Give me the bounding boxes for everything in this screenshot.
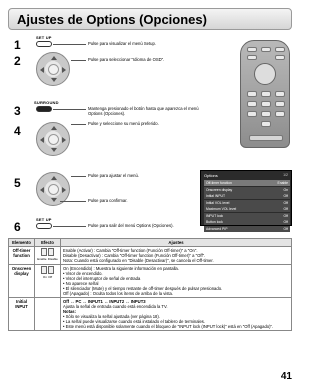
arrow-up-icon: [51, 176, 57, 180]
arrow-left-icon: [40, 187, 44, 193]
step-number: 4: [14, 124, 21, 138]
remote-button: [275, 101, 285, 107]
remote-dpad: [254, 63, 276, 85]
settings-line: Notas:: [63, 309, 77, 314]
remote-button: [247, 55, 257, 60]
table-cell-element: Off-timer function: [9, 247, 35, 265]
step-number: 1: [14, 38, 21, 52]
table-cell-settings: [61, 298, 292, 331]
connector-line: [71, 60, 86, 61]
remote-button: [275, 91, 285, 97]
osd-row-name: Button lock: [206, 220, 223, 224]
setup-button-icon: [36, 41, 52, 47]
connector-line: [53, 226, 86, 227]
step-text: Mantenga presionado el botón hasta que aparezca el menú Options (Opciones).: [88, 106, 199, 117]
osd-row[interactable]: [204, 187, 290, 193]
osd-row-name: Maximum VOL level: [206, 207, 237, 211]
settings-line: On (Encendido) : Muestra la siguiente información en pantalla.: [63, 266, 179, 271]
connector-line: [53, 44, 86, 45]
osd-row[interactable]: [204, 206, 290, 212]
remote-button: [261, 101, 271, 107]
remote-button: [275, 55, 285, 60]
arrow-up-icon: [51, 56, 57, 60]
settings-line: • Visor del interruptor de señal de entrada: [63, 276, 141, 281]
table-cell-effect: [35, 298, 61, 331]
setup-button-caption: SET UP: [36, 217, 52, 222]
settings-line: Ajusta la señal de entrada cuando está encendida la TV.: [63, 304, 168, 309]
osd-row-value: Off: [283, 194, 288, 198]
remote-button: [249, 135, 283, 141]
dpad-icon: [36, 52, 70, 86]
table-cell-element: Initial INPUT: [9, 298, 35, 331]
osd-page-indicator: 1/2: [283, 173, 288, 177]
table-header: Elemento: [9, 239, 35, 247]
arrow-right-icon: [62, 187, 66, 193]
settings-line: Enable (Activar) : Cambia "Off-timer function (Función Off-timer)" a "On".: [63, 248, 198, 253]
osd-row-value: Off: [283, 207, 288, 211]
osd-row[interactable]: [204, 193, 290, 199]
effect-label: Off: [48, 275, 53, 279]
remote-button: [247, 101, 257, 107]
table-row: [9, 265, 292, 298]
remote-button: [275, 111, 285, 117]
settings-line: • La señal puede visualizarse cuando está instalado el tablero de terminales.: [63, 319, 206, 324]
surround-button-caption: SURROUND: [34, 100, 59, 105]
table-header: Efecto: [35, 239, 61, 247]
setup-button-caption: SET UP: [36, 35, 52, 40]
settings-line: • No aparece señal: [63, 281, 99, 286]
step-number: 3: [14, 104, 21, 118]
arrow-right-icon: [62, 137, 66, 143]
arrow-left-icon: [40, 67, 44, 73]
remote-button: [275, 47, 285, 52]
settings-line: Disable (Desactivar) : Cambia "Off-timer function (Función Off-timer)" a "Off".: [63, 253, 206, 258]
step-number: 2: [14, 54, 21, 68]
osd-row[interactable]: [204, 219, 290, 225]
step-text: Pulse para seleccionar "Idioma de OSD".: [88, 57, 165, 62]
arrow-down-icon: [51, 148, 57, 152]
table-cell-effect: [35, 265, 61, 298]
osd-row[interactable]: [204, 226, 290, 232]
settings-line: • Sólo se visualiza la señal ajustada (ver página 18).: [63, 314, 160, 319]
settings-line: • El silenciador (Mute) y el tiempo restante de off-timer después de pulsar presionado.: [63, 286, 223, 291]
arrow-down-icon: [51, 198, 57, 202]
effect-label: On: [42, 275, 47, 279]
osd-row-value: Off: [283, 220, 288, 224]
osd-row-name: Initial VOL level: [206, 200, 230, 205]
connector-line: [71, 124, 86, 125]
osd-row-value: Off: [283, 200, 288, 205]
osd-row-name: Off-timer function: [206, 181, 232, 185]
switch-icon: [41, 266, 47, 274]
table-cell-element: Onscreen display: [9, 265, 35, 298]
effect-label: Enable: [37, 257, 47, 261]
dpad-icon: [36, 122, 70, 156]
connector-line: [53, 109, 86, 110]
osd-row-name: Onscreen display: [206, 187, 233, 192]
osd-row-value: Off: [283, 226, 288, 231]
remote-button: [261, 47, 271, 52]
switch-icon: [48, 248, 54, 256]
settings-line: Off (Apagado) : Oculta todos los ítems de arriba de la vista.: [63, 291, 174, 296]
effect-label: Disable: [47, 257, 58, 261]
arrow-left-icon: [40, 137, 44, 143]
table-row: [9, 247, 292, 265]
arrow-down-icon: [51, 78, 57, 82]
page-title: Ajustes de Options (Opciones): [17, 12, 207, 27]
page-number: 41: [280, 371, 292, 382]
arrow-up-icon: [51, 126, 57, 130]
osd-row[interactable]: [204, 213, 290, 219]
remote-button: [261, 91, 271, 97]
remote-button: [247, 91, 257, 97]
table-header: Ajustes: [61, 239, 292, 247]
step-text: Pulse para confirmar.: [88, 198, 128, 203]
osd-row-value: On: [283, 187, 288, 192]
step-text: Pulse para visualizar el menú Setup.: [88, 41, 156, 46]
settings-line: • Visor de encendido.: [63, 271, 103, 276]
step-number: 5: [14, 176, 21, 190]
osd-title: Options: [204, 173, 218, 178]
settings-line: • Este menú está disponible solamente cuando el bloqueo de "INPUT lock (INPUT lock)" está en "Off (Apagado)".: [63, 324, 274, 329]
arrow-right-icon: [62, 67, 66, 73]
switch-icon: [48, 266, 54, 274]
osd-row-name: INPUT lock: [206, 213, 224, 218]
options-osd-menu: [200, 170, 292, 231]
osd-row-value: Enable: [277, 181, 288, 185]
options-table: [8, 238, 292, 331]
osd-row[interactable]: [204, 180, 290, 186]
remote-button: [261, 121, 271, 127]
switch-icon: [41, 248, 47, 256]
step-text: Pulse para salir del menú Options (Opciones).: [88, 223, 174, 228]
connector-line: [71, 176, 86, 177]
connector-line: [60, 201, 86, 202]
title-banner: [8, 8, 292, 30]
osd-row[interactable]: [204, 200, 290, 206]
osd-row-value: Off: [283, 213, 288, 218]
surround-button-icon: [36, 106, 52, 112]
settings-line: Nota: Cuando está configurado en "Disable (Desactivar)", se cancela el Off-timer.: [63, 258, 214, 263]
osd-row-name: Initial INPUT: [206, 194, 226, 198]
step-text: Pulse y seleccione su menú preferido.: [88, 121, 159, 126]
settings-line: Off ↔ PC ↔ INPUT1 ↔ INPUT2 ↔ INPUT3: [63, 299, 146, 304]
table-header-row: [9, 239, 292, 247]
dpad-center-icon: [48, 184, 59, 195]
dpad-center-icon: [48, 64, 59, 75]
table-row: [9, 298, 292, 331]
table-cell-settings: [61, 247, 292, 265]
table-cell-effect: [35, 247, 61, 265]
remote-button: [261, 111, 271, 117]
osd-row-name: Advanced PIP: [206, 226, 228, 231]
table-cell-settings: [61, 265, 292, 298]
remote-button: [247, 111, 257, 117]
step-number: 6: [14, 220, 21, 234]
setup-button-icon: [36, 223, 52, 229]
step-text: Pulse para ajustar el menú.: [88, 173, 139, 178]
remote-button: [247, 47, 257, 52]
dpad-center-icon: [48, 134, 59, 145]
remote-control-illustration: [240, 40, 290, 148]
